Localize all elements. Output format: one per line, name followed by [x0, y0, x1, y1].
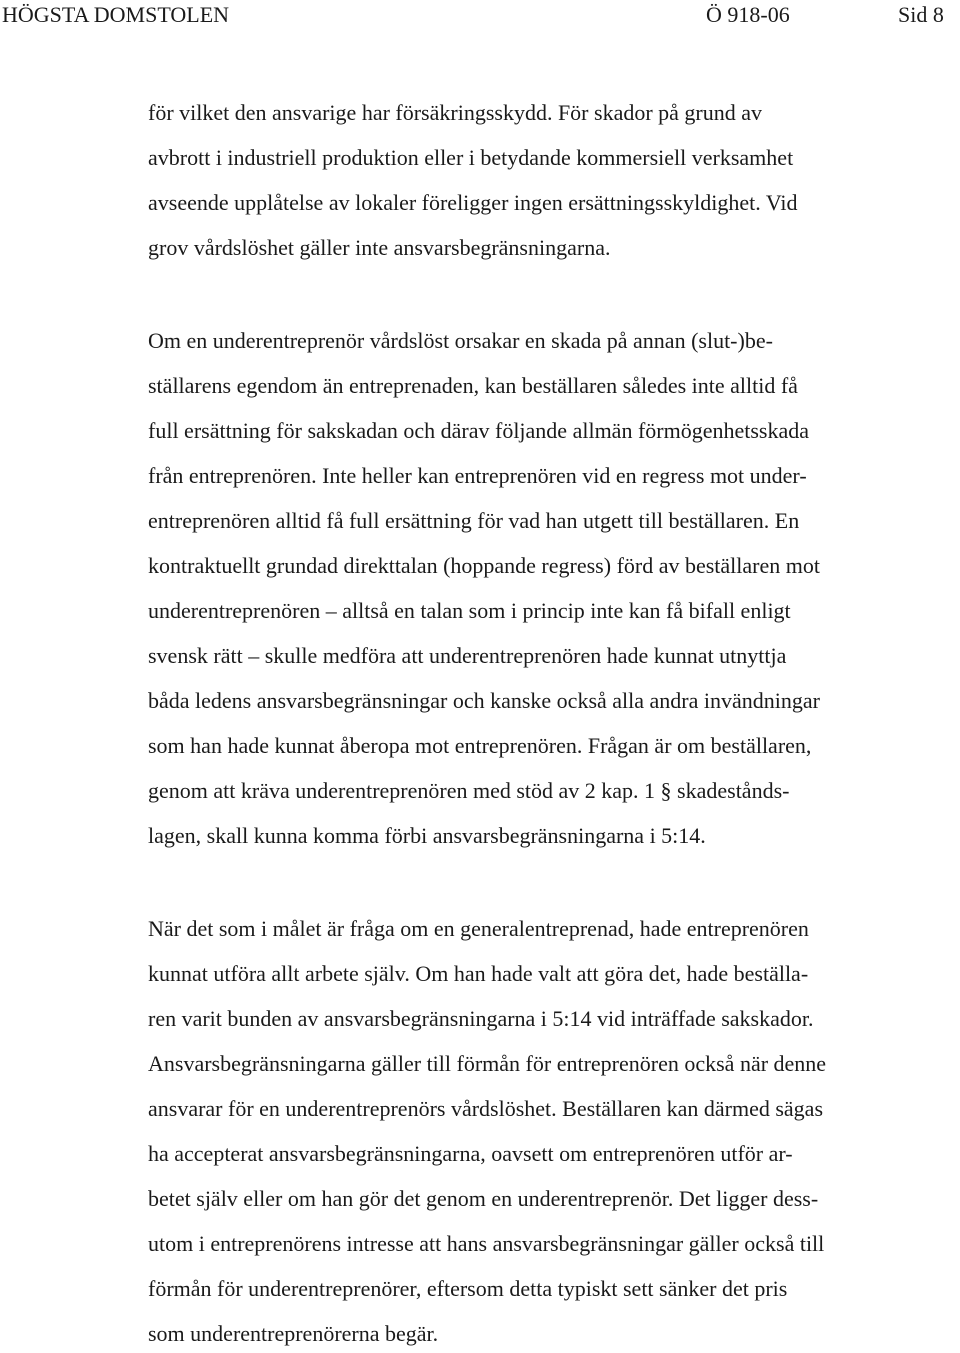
text-line: När det som i målet är fråga om en generalentreprenad, hade entreprenören	[148, 916, 809, 941]
text-line: från entreprenören. Inte heller kan entreprenören vid en regress mot under-	[148, 463, 807, 488]
text-line: som underentreprenörerna begär.	[148, 1321, 439, 1346]
text-line: ansvarar för en underentreprenörs vårdslöshet. Beställaren kan därmed sägas	[148, 1096, 824, 1121]
text-line: båda ledens ansvarsbegränsningar och kanske också alla andra invändningar	[148, 688, 820, 713]
text-line: förmån för underentreprenörer, eftersom detta typiskt sett sänker det pris	[148, 1276, 788, 1301]
case-number: Ö 918-06	[706, 2, 790, 27]
page-number: Sid 8	[898, 2, 944, 27]
text-line: kontraktuellt grundad direkttalan (hoppande regress) förd av beställaren mot	[148, 553, 820, 578]
text-line: lagen, skall kunna komma förbi ansvarsbegränsningarna i 5:14.	[148, 823, 706, 848]
text-line: full ersättning för sakskadan och därav följande allmän förmögenhetsskada	[148, 418, 809, 443]
text-line: utom i entreprenörens intresse att hans ansvarsbegränsningar gäller också till	[148, 1231, 825, 1256]
text-line: ha accepterat ansvarsbegränsningarna, oavsett om entreprenören utför ar-	[148, 1141, 793, 1166]
text-line: ställarens egendom än entreprenaden, kan beställaren således inte alltid få	[148, 373, 798, 398]
text-line: underentreprenören – alltså en talan som i princip inte kan få bifall enligt	[148, 598, 791, 623]
text-line: betet själv eller om han gör det genom en underentreprenör. Det ligger dess-	[148, 1186, 819, 1211]
text-line: som han hade kunnat åberopa mot entreprenören. Frågan är om beställaren,	[148, 733, 812, 758]
text-line: entreprenören alltid få full ersättning för vad han utgett till beställaren. En	[148, 508, 800, 533]
court-name: HÖGSTA DOMSTOLEN	[2, 2, 230, 27]
text-line: grov vårdslöshet gäller inte ansvarsbegränsningarna.	[148, 235, 611, 260]
text-line: svensk rätt – skulle medföra att underentreprenören hade kunnat utnyttja	[148, 643, 787, 668]
text-line: avseende upplåtelse av lokaler föreligger ingen ersättningsskyldighet. Vid	[148, 190, 798, 215]
text-line: för vilket den ansvarige har försäkringsskydd. För skador på grund av	[148, 100, 763, 125]
text-line: Ansvarsbegränsningarna gäller till förmån för entreprenören också när denne	[148, 1051, 827, 1076]
page-header	[0, 0, 960, 30]
text-line: kunnat utföra allt arbete själv. Om han hade valt att göra det, hade beställa-	[148, 961, 809, 986]
text-line: genom att kräva underentreprenören med stöd av 2 kap. 1 § skadestånds-	[148, 778, 790, 803]
text-line: ren varit bunden av ansvarsbegränsningarna i 5:14 vid inträffade sakskador.	[148, 1006, 814, 1031]
text-line: avbrott i industriell produktion eller i betydande kommersiell verksamhet	[148, 145, 794, 170]
text-line: Om en underentreprenör vårdslöst orsakar en skada på annan (slut-)be-	[148, 328, 773, 353]
